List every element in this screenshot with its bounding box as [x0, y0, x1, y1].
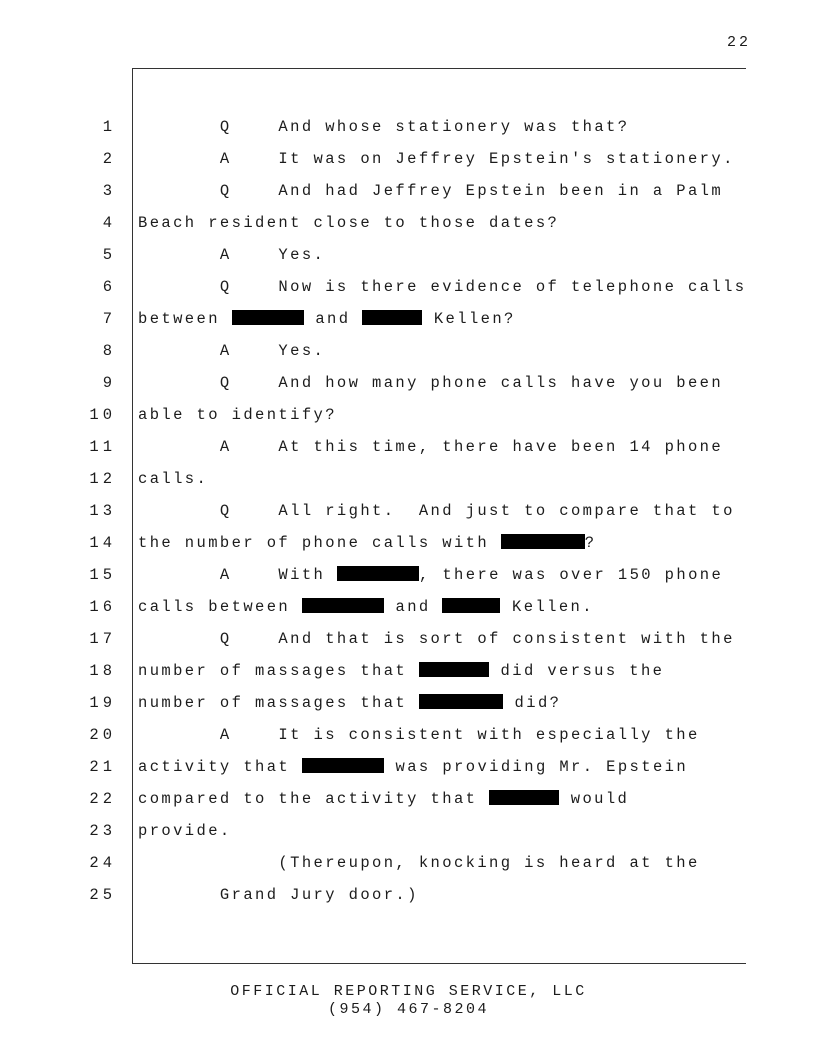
text-segment: Kellen.	[500, 598, 594, 616]
transcript-line	[0, 533, 817, 565]
line-number: 7	[102, 310, 116, 328]
line-text	[138, 757, 688, 777]
transcript-line	[0, 597, 817, 629]
line-text	[138, 405, 337, 425]
line-number: 22	[89, 790, 116, 808]
line-number: 11	[89, 438, 116, 456]
top-rule	[132, 68, 746, 69]
line-text	[138, 661, 664, 681]
line-text	[138, 117, 629, 137]
redaction-block	[442, 598, 500, 613]
text-segment: able to identify?	[138, 406, 337, 424]
line-number: 24	[89, 854, 116, 872]
redaction-block	[337, 566, 419, 581]
line-number: 8	[102, 342, 116, 360]
text-segment: A Yes.	[138, 342, 326, 360]
text-segment: A It was on Jeffrey Epstein's stationery.	[138, 150, 735, 168]
line-text	[138, 725, 700, 745]
transcript-line	[0, 821, 817, 853]
transcript-line	[0, 149, 817, 181]
transcript-line	[0, 853, 817, 885]
transcript-line	[0, 725, 817, 757]
redaction-block	[419, 694, 503, 709]
text-segment: provide.	[138, 822, 232, 840]
transcript-line	[0, 309, 817, 341]
line-number: 3	[102, 182, 116, 200]
text-segment: was providing Mr. Epstein	[383, 758, 689, 776]
line-number: 18	[89, 662, 116, 680]
text-segment: ?	[584, 534, 597, 552]
text-segment: compared to the activity that	[138, 790, 490, 808]
transcript-line	[0, 437, 817, 469]
line-number: 1	[102, 118, 116, 136]
line-text	[138, 437, 723, 457]
text-segment: (Thereupon, knocking is heard at the	[138, 854, 700, 872]
line-number: 15	[89, 566, 116, 584]
text-segment: Q Now is there evidence of telephone calls	[138, 278, 747, 296]
footer-phone: (954) 467-8204	[327, 1001, 490, 1018]
line-text	[138, 149, 735, 169]
line-text	[138, 341, 325, 361]
line-text	[138, 821, 232, 841]
line-text	[138, 469, 208, 489]
line-number: 21	[89, 758, 116, 776]
redaction-block	[362, 310, 422, 325]
text-segment: Q And had Jeffrey Epstein been in a Palm	[138, 182, 724, 200]
line-text	[138, 533, 596, 553]
text-segment: Beach resident close to those dates?	[138, 214, 560, 232]
line-text	[138, 181, 723, 201]
transcript-line	[0, 757, 817, 789]
line-text	[138, 629, 735, 649]
line-text	[138, 309, 516, 329]
transcript-line	[0, 501, 817, 533]
line-number: 19	[89, 694, 116, 712]
line-text	[138, 853, 700, 873]
text-segment: Grand Jury door.)	[138, 886, 419, 904]
line-number: 13	[89, 502, 116, 520]
redaction-block	[501, 534, 585, 549]
text-segment: , there was over 150 phone	[418, 566, 724, 584]
line-text	[138, 885, 419, 905]
text-segment: number of massages that	[138, 662, 419, 680]
text-segment: A With	[138, 566, 337, 584]
line-number: 2	[102, 150, 116, 168]
transcript-line	[0, 245, 817, 277]
text-segment: did versus the	[488, 662, 665, 680]
line-number: 16	[89, 598, 116, 616]
text-segment: Kellen?	[422, 310, 516, 328]
text-segment: and	[383, 598, 443, 616]
line-number: 17	[89, 630, 116, 648]
line-text	[138, 597, 594, 617]
line-number: 23	[89, 822, 116, 840]
line-text	[138, 501, 735, 521]
line-number: 12	[89, 470, 116, 488]
line-number: 5	[102, 246, 116, 264]
text-segment: Q And whose stationery was that?	[138, 118, 630, 136]
transcript-line	[0, 565, 817, 597]
text-segment: calls between	[138, 598, 302, 616]
line-text	[138, 373, 723, 393]
line-text	[138, 693, 561, 713]
line-number: 4	[102, 214, 116, 232]
line-text	[138, 277, 746, 297]
transcript-line	[0, 661, 817, 693]
transcript-line	[0, 405, 817, 437]
transcript-line	[0, 789, 817, 821]
text-segment: Q All right. And just to compare that to	[138, 502, 735, 520]
text-segment: number of massages that	[138, 694, 419, 712]
transcript-line	[0, 629, 817, 661]
text-segment: A At this time, there have been 14 phone	[138, 438, 724, 456]
line-number: 9	[102, 374, 116, 392]
line-number: 25	[89, 886, 116, 904]
line-number: 14	[89, 534, 116, 552]
text-segment: did?	[502, 694, 562, 712]
transcript-line	[0, 341, 817, 373]
line-number: 20	[89, 726, 116, 744]
redaction-block	[489, 790, 559, 805]
text-segment: calls.	[138, 470, 209, 488]
line-text	[138, 245, 325, 265]
line-number: 10	[89, 406, 116, 424]
text-segment: A Yes.	[138, 246, 326, 264]
line-text	[138, 789, 629, 809]
text-segment: activity that	[138, 758, 302, 776]
transcript-line	[0, 373, 817, 405]
redaction-block	[302, 598, 384, 613]
redaction-block	[302, 758, 384, 773]
transcript-line	[0, 885, 817, 917]
bottom-rule	[132, 963, 746, 964]
text-segment: between	[138, 310, 232, 328]
redaction-block	[419, 662, 489, 677]
text-segment: Q And how many phone calls have you been	[138, 374, 724, 392]
footer-company: OFFICIAL REPORTING SERVICE, LLC	[230, 983, 587, 1000]
transcript-line	[0, 469, 817, 501]
transcript-line	[0, 181, 817, 213]
text-segment: would	[559, 790, 630, 808]
text-segment: Q And that is sort of consistent with the	[138, 630, 735, 648]
line-text	[138, 565, 723, 585]
transcript-line	[0, 213, 817, 245]
line-text	[138, 213, 559, 233]
transcript-line	[0, 117, 817, 149]
text-segment: the number of phone calls with	[138, 534, 501, 552]
redaction-block	[232, 310, 304, 325]
transcript-line	[0, 693, 817, 725]
transcript-line	[0, 277, 817, 309]
page-number: 22	[726, 34, 751, 51]
text-segment: A It is consistent with especially the	[138, 726, 700, 744]
line-number: 6	[102, 278, 116, 296]
text-segment: and	[303, 310, 363, 328]
